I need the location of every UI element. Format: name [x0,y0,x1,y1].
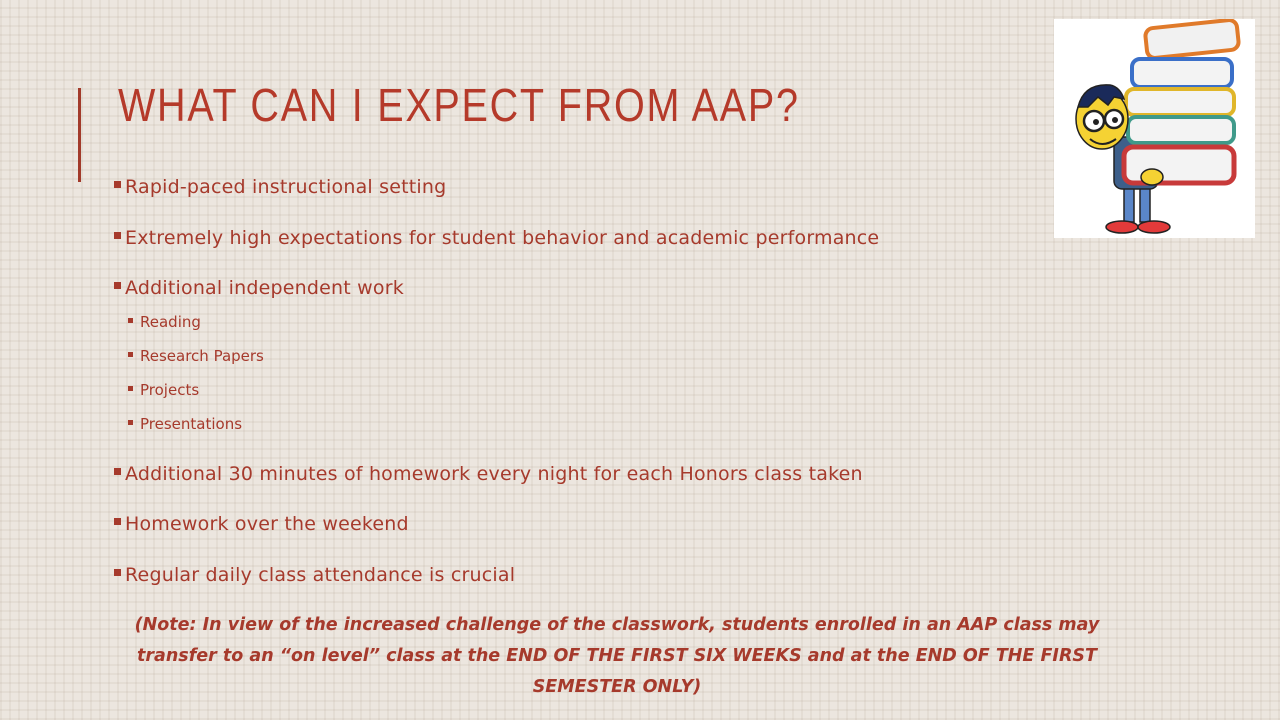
bullet-icon [114,569,121,576]
bullet-text: Regular daily class attendance is crucial [125,564,516,586]
bullet-text: Homework over the weekend [125,513,409,535]
sub-bullet-item [128,415,242,433]
bullet-item [114,513,409,535]
sub-bullet-item [128,347,264,365]
bullet-icon [114,181,121,188]
bullet-item [114,564,515,586]
bullet-text: Additional 30 minutes of homework every night for each Honors class taken [125,463,863,485]
bullet-item [114,227,879,249]
bullet-icon [128,352,133,357]
bullet-icon [114,232,121,239]
bullet-icon [114,468,121,475]
bullet-icon [128,318,133,323]
bullet-text: Rapid-paced instructional setting [125,176,447,198]
bullet-icon [128,420,133,425]
sub-bullet-text: Reading [140,313,201,331]
bullet-icon [114,282,121,289]
bullet-item [114,176,446,198]
sub-bullet-text: Research Papers [140,347,264,365]
slide-title: WHAT CAN I EXPECT FROM AAP? [118,79,800,131]
bullet-item [114,463,863,485]
sub-bullet-text: Projects [140,381,200,399]
bullet-icon [114,518,121,525]
bullet-item [114,277,404,299]
title-accent-bar [78,88,81,182]
student-carrying-books-icon [1054,19,1255,238]
sub-bullet-item [128,313,201,331]
note-text: (Note: In view of the increased challenge of the classwork, students enrolled in an AAP class may transfer to an “on level” class at the END OF THE FIRST SIX WEEKS and at the END OF THE FIRST SEMESTER ONLY) [134,615,1100,697]
bullet-icon [128,386,133,391]
bullet-text: Extremely high expectations for student behavior and academic performance [125,227,880,249]
sub-bullet-text: Presentations [140,415,243,433]
bullet-text: Additional independent work [125,277,404,299]
student-books-image [1054,19,1255,238]
sub-bullet-item [128,381,199,399]
